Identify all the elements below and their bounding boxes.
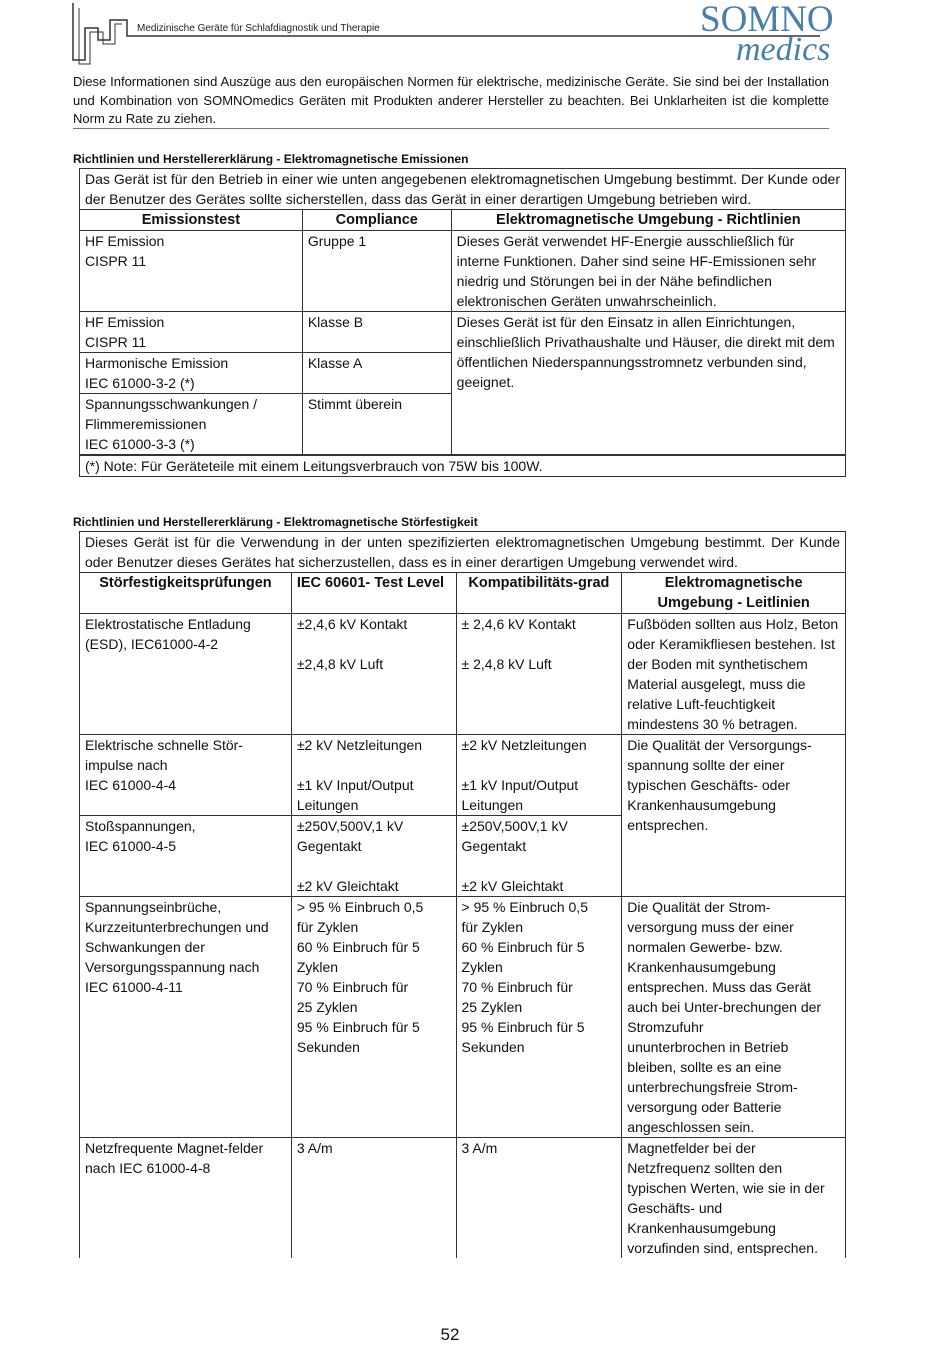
col-header: Kompatibilitäts-grad	[456, 573, 622, 614]
page-header	[0, 0, 950, 70]
immunity-table	[79, 531, 846, 1258]
table-row: Spannungsschwankungen / Flimmeremissionen IEC 61000-3-3 (*) Stimmt überein	[80, 394, 846, 456]
emissions-table	[79, 168, 846, 477]
env-guideline: Die Qualität der Versorgungs- spannung sollte der einer typischen Geschäfts- oder Krankenhausumgebung entsprechen.	[622, 735, 846, 897]
env-guideline: Die Qualität der Strom- versorgung muss der einer normalen Gewerbe- bzw. Krankenhausumgebung entsprechen. Muss das Gerät auch bei Unter-brechungen der Stromzufuhr ununterbrochen in Betrieb bleiben, sollte es an eine unterbrechungsfreie Strom- versorgung oder Batterie angeschlossen sein.	[622, 897, 846, 1138]
emissions-intro: Das Gerät ist für den Betrieb in einer wie unten angegebenen elektromagnetischen Umgebung bestimmt. Der Kunde oder der Benutzer des Gerätes sollte sicherstellen, dass das Gerät in einer derartigen Umgebung betrieben wird.	[80, 169, 846, 210]
col-header: Störfestigkeitsprüfungen	[80, 573, 292, 614]
divider	[73, 128, 829, 129]
company-subtitle: Medizinische Geräte für Schlafdiagnostik und Therapie	[137, 23, 380, 34]
table-row: Harmonische Emission IEC 61000-3-2 (*) Klasse A	[80, 353, 846, 394]
table-row: Spannungseinbrüche, Kurzzeitunterbrechungen und Schwankungen der Versorgungsspannung nach IEC 61000-4-11 > 95 % Einbruch 0,5 für Zyklen 60 % Einbruch für 5 Zyklen 70 % Einbruch für 25 Zyklen 95 % Einbruch für 5 Sekunden > 95 % Einbruch 0,5 für Zyklen 60 % Einbruch für 5 Zyklen 70 % Einbruch für 25 Zyklen 95 % Einbruch für 5 Sekunden Die Qualität der Strom- versorgung muss der einer normalen Gewerbe- bzw. Krankenhausumgebung entsprechen. Muss das Gerät auch bei Unter-brechungen der Stromzufuhr ununterbrochen in Betrieb bleiben, sollte es an eine unterbrechungsfreie Strom- versorgung oder Batterie angeschlossen sein.	[80, 897, 846, 1138]
col-header: Emissionstest	[80, 210, 303, 231]
brand-name-bottom: medics	[736, 31, 831, 68]
emissions-heading: Richtlinien und Herstellererklärung - Elektromagnetische Emissionen	[73, 152, 469, 166]
col-header: IEC 60601- Test Level	[291, 573, 456, 614]
table-row: HF Emission CISPR 11 Gruppe 1 Dieses Gerät verwendet HF-Energie ausschließlich für interne Funktionen. Daher sind seine HF-Emissionen sehr niedrig und Störungen bei in der Nähe befindlichen elektronischen Geräten unwahrscheinlich.	[80, 231, 846, 312]
env-guideline: Dieses Gerät ist für den Einsatz in allen Einrichtungen, einschließlich Privathaushalte und Häuser, die direkt mit dem öffentlichen Niederspannungsstromnetz verbunden sind, geeignet.	[451, 312, 845, 456]
page-number: 52	[440, 1325, 460, 1344]
table-row: Stoßspannungen, IEC 61000-4-5 ±250V,500V,1 kV Gegentakt ±2 kV Gleichtakt ±250V,500V,1 kV Gegentakt ±2 kV Gleichtakt	[80, 816, 846, 897]
immunity-intro: Dieses Gerät ist für die Verwendung in der unten spezifizierten elektromagnetischen Umgebung bestimmt. Der Kunde oder Benutzer dieses Gerätes hat sicherzustellen, dass es in einer derartigen Umgebung verwendet wird.	[80, 532, 846, 573]
env-guideline: Dieses Gerät verwendet HF-Energie ausschließlich für interne Funktionen. Daher sind seine HF-Emissionen sehr niedrig und Störungen bei in der Nähe befindlichen elektronischen Geräten unwahrscheinlich.	[451, 231, 845, 312]
emissions-note: (*) Note: Für Geräteteile mit einem Leitungsverbrauch von 75W bis 100W.	[80, 455, 846, 477]
table-row: Elektrische schnelle Stör- impulse nach IEC 61000-4-4 ±2 kV Netzleitungen ±1 kV Input/Output Leitungen ±2 kV Netzleitungen ±1 kV Input/Output Leitungen Die Qualität der Versorgungs- spannung sollte der einer typischen Geschäfts- oder Krankenhausumgebung entsprechen.	[80, 735, 846, 816]
table-row: HF Emission CISPR 11 Klasse B Dieses Gerät ist für den Einsatz in allen Einrichtungen, einschließlich Privathaushalte und Häuser, die direkt mit dem öffentlichen Niederspannungsstromnetz verbunden sind, geeignet.	[80, 312, 846, 353]
intro-paragraph: Diese Informationen sind Auszüge aus den europäischen Normen für elektrische, medizinische Geräte. Sie sind bei der Installation und Kombination von SOMNOmedics Geräten mit Produkten anderer Hersteller zu beachten. Bei Unklarheiten ist die komplette Norm zu Rate zu ziehen.	[73, 74, 829, 126]
env-guideline: Magnetfelder bei der Netzfrequenz sollten den typischen Werten, wie sie in der Geschäfts- und Krankenhausumgebung vorzufinden sind, entsprechen.	[622, 1138, 846, 1259]
col-header: Compliance	[302, 210, 451, 231]
table-row: Elektrostatische Entladung (ESD), IEC61000-4-2 ±2,4,6 kV Kontakt ±2,4,8 kV Luft ± 2,4,6 kV Kontakt ± 2,4,8 kV Luft Fußböden sollten aus Holz, Beton oder Keramikfliesen bestehen. Ist der Boden mit synthetischem Material ausgelegt, muss die relative Luft-feuchtigkeit mindestens 30 % betragen.	[80, 614, 846, 735]
table-row: Netzfrequente Magnet-felder nach IEC 61000-4-8 3 A/m 3 A/m Magnetfelder bei der Netzfrequenz sollten den typischen Werten, wie sie in der Geschäfts- und Krankenhausumgebung vorzufinden sind, entsprechen.	[80, 1138, 846, 1259]
immunity-heading: Richtlinien und Herstellererklärung - Elektromagnetische Störfestigkeit	[73, 515, 478, 529]
col-header: Elektromagnetische Umgebung - Richtlinien	[451, 210, 845, 231]
brand-name-top: SOMNO	[700, 0, 834, 40]
col-header: Elektromagnetische Umgebung - Leitlinien	[622, 573, 846, 614]
env-guideline: Fußböden sollten aus Holz, Beton oder Keramikfliesen bestehen. Ist der Boden mit synthetischem Material ausgelegt, muss die relative Luft-feuchtigkeit mindestens 30 % betragen.	[622, 614, 846, 735]
